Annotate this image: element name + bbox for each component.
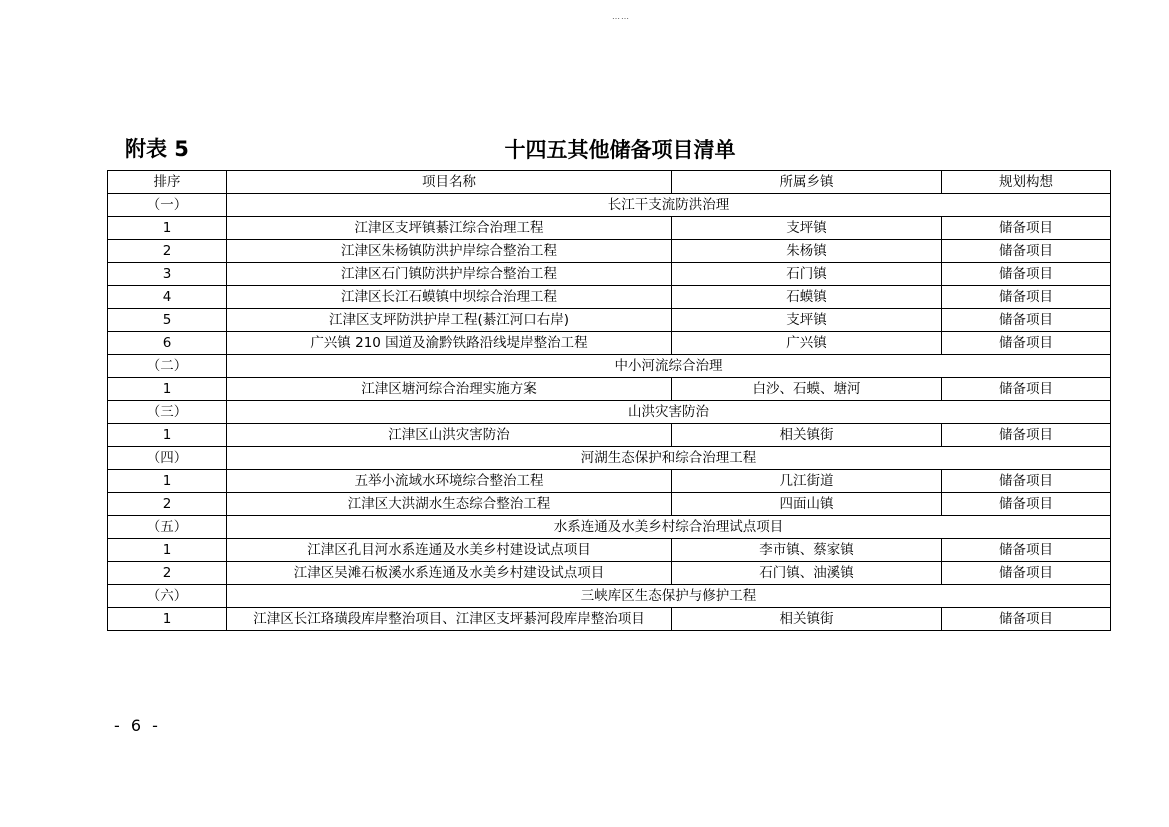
- row-number: 1: [108, 217, 227, 240]
- town-name: 支坪镇: [672, 217, 942, 240]
- table-row: [108, 562, 1111, 585]
- plan-status: 储备项目: [942, 470, 1111, 493]
- town-name: 四面山镇: [672, 493, 942, 516]
- section-row: [108, 447, 1111, 470]
- town-name: 支坪镇: [672, 309, 942, 332]
- project-name: 江津区支坪防洪护岸工程(綦江河口右岸): [227, 309, 672, 332]
- table-row: [108, 378, 1111, 401]
- table-row: [108, 240, 1111, 263]
- column-header-town: 所属乡镇: [672, 171, 942, 194]
- section-row: [108, 585, 1111, 608]
- table-row: [108, 217, 1111, 240]
- row-number: 2: [108, 240, 227, 263]
- project-name: 江津区长江石蟆镇中坝综合治理工程: [227, 286, 672, 309]
- section-index: （五）: [108, 516, 227, 539]
- plan-status: 储备项目: [942, 309, 1111, 332]
- section-index: （四）: [108, 447, 227, 470]
- project-name: 江津区大洪湖水生态综合整治工程: [227, 493, 672, 516]
- section-row: [108, 194, 1111, 217]
- town-name: 相关镇街: [672, 608, 942, 631]
- section-name: 三峡库区生态保护与修护工程: [227, 585, 1111, 608]
- table-row: [108, 470, 1111, 493]
- table-row: [108, 286, 1111, 309]
- plan-status: 储备项目: [942, 378, 1111, 401]
- section-name: 山洪灾害防治: [227, 401, 1111, 424]
- section-name: 中小河流综合治理: [227, 355, 1111, 378]
- project-name: 五举小流域水环境综合整治工程: [227, 470, 672, 493]
- section-row: [108, 516, 1111, 539]
- town-name: 石蟆镇: [672, 286, 942, 309]
- row-number: 2: [108, 562, 227, 585]
- table-body: [108, 194, 1111, 631]
- section-index: （一）: [108, 194, 227, 217]
- table-row: [108, 493, 1111, 516]
- town-name: 相关镇街: [672, 424, 942, 447]
- row-number: 1: [108, 608, 227, 631]
- column-header-order: 排序: [108, 171, 227, 194]
- project-name: 广兴镇 210 国道及渝黔铁路沿线堤岸整治工程: [227, 332, 672, 355]
- project-name: 江津区朱杨镇防洪护岸综合整治工程: [227, 240, 672, 263]
- row-number: 4: [108, 286, 227, 309]
- section-index: （六）: [108, 585, 227, 608]
- project-name: 江津区长江珞璜段库岸整治项目、江津区支坪綦河段库岸整治项目: [227, 608, 672, 631]
- column-header-project-name: 项目名称: [227, 171, 672, 194]
- project-name: 江津区塘河综合治理实施方案: [227, 378, 672, 401]
- column-header-plan: 规划构想: [942, 171, 1111, 194]
- plan-status: 储备项目: [942, 332, 1111, 355]
- table-header-row: [108, 171, 1111, 194]
- section-row: [108, 401, 1111, 424]
- table-row: [108, 424, 1111, 447]
- plan-status: 储备项目: [942, 424, 1111, 447]
- table-row: [108, 608, 1111, 631]
- section-name: 长江干支流防洪治理: [227, 194, 1111, 217]
- row-number: 2: [108, 493, 227, 516]
- header-mark: ……: [612, 12, 630, 21]
- plan-status: 储备项目: [942, 217, 1111, 240]
- section-index: （三）: [108, 401, 227, 424]
- project-table: [107, 170, 1111, 631]
- row-number: 1: [108, 378, 227, 401]
- plan-status: 储备项目: [942, 562, 1111, 585]
- town-name: 李市镇、蔡家镇: [672, 539, 942, 562]
- project-name: 江津区山洪灾害防治: [227, 424, 672, 447]
- section-row: [108, 355, 1111, 378]
- row-number: 1: [108, 539, 227, 562]
- town-name: 朱杨镇: [672, 240, 942, 263]
- row-number: 3: [108, 263, 227, 286]
- project-name: 江津区孔目河水系连通及水美乡村建设试点项目: [227, 539, 672, 562]
- table-row: [108, 332, 1111, 355]
- section-name: 水系连通及水美乡村综合治理试点项目: [227, 516, 1111, 539]
- table-row: [108, 263, 1111, 286]
- row-number: 1: [108, 470, 227, 493]
- town-name: 几江街道: [672, 470, 942, 493]
- document-title: 十四五其他储备项目清单: [504, 138, 736, 162]
- project-name: 江津区吴滩石板溪水系连通及水美乡村建设试点项目: [227, 562, 672, 585]
- plan-status: 储备项目: [942, 263, 1111, 286]
- row-number: 5: [108, 309, 227, 332]
- row-number: 6: [108, 332, 227, 355]
- plan-status: 储备项目: [942, 286, 1111, 309]
- plan-status: 储备项目: [942, 240, 1111, 263]
- town-name: 石门镇、油溪镇: [672, 562, 942, 585]
- table-row: [108, 539, 1111, 562]
- appendix-label: 附表 5: [125, 137, 189, 161]
- plan-status: 储备项目: [942, 493, 1111, 516]
- plan-status: 储备项目: [942, 608, 1111, 631]
- town-name: 白沙、石蟆、塘河: [672, 378, 942, 401]
- row-number: 1: [108, 424, 227, 447]
- section-index: （二）: [108, 355, 227, 378]
- project-name: 江津区支坪镇綦江综合治理工程: [227, 217, 672, 240]
- project-name: 江津区石门镇防洪护岸综合整治工程: [227, 263, 672, 286]
- plan-status: 储备项目: [942, 539, 1111, 562]
- table-row: [108, 309, 1111, 332]
- section-name: 河湖生态保护和综合治理工程: [227, 447, 1111, 470]
- town-name: 广兴镇: [672, 332, 942, 355]
- town-name: 石门镇: [672, 263, 942, 286]
- page-number: - 6 -: [114, 716, 161, 735]
